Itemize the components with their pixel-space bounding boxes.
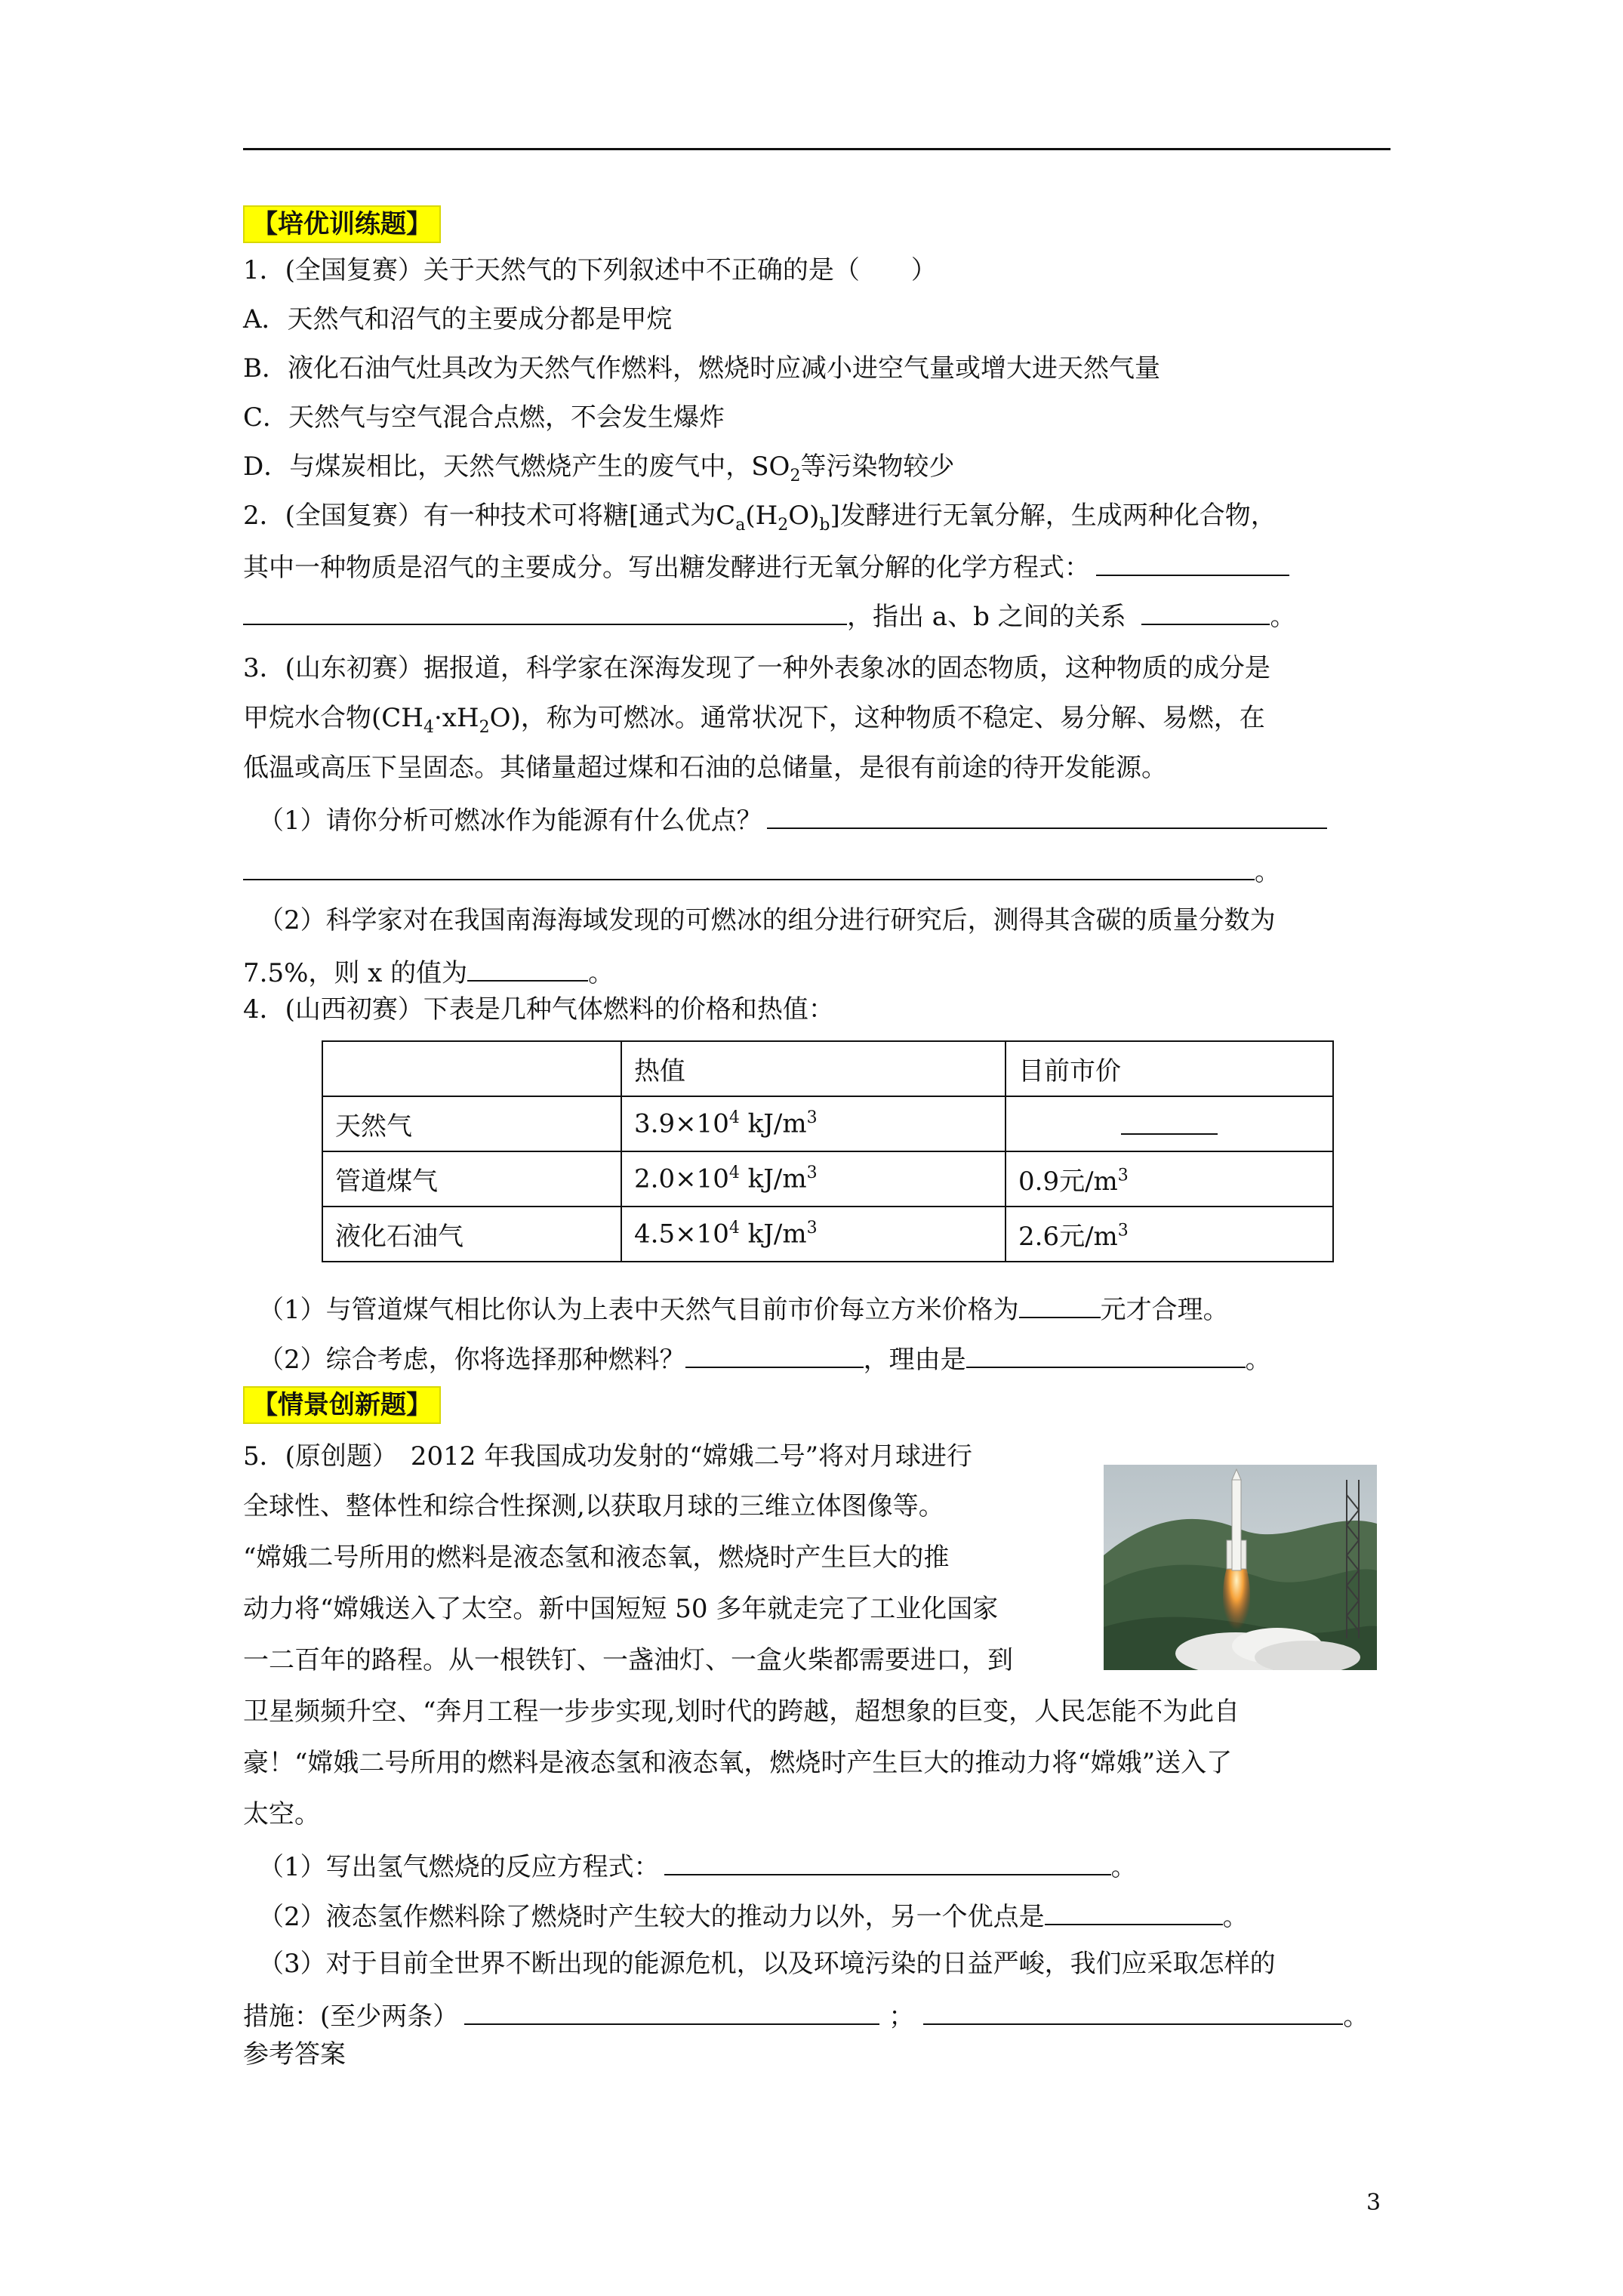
table-row (322, 1151, 1333, 1207)
answer-blank[interactable] (1096, 547, 1289, 576)
q5-line-2: 全球性、整体性和综合性探测,以获取月球的三维立体图像等。 (243, 1491, 944, 1521)
section-heading-training: 【培优训练题】 (243, 205, 441, 243)
fuel-name-cell: 液化石油气 (322, 1207, 621, 1262)
table-header-cell: 目前市价 (1006, 1041, 1333, 1096)
answer-blank[interactable] (966, 1339, 1246, 1368)
answer-blank[interactable] (1141, 596, 1270, 625)
q2-line-3: ，指出 a、b 之间的关系 。 (243, 596, 1295, 634)
answer-blank[interactable] (243, 852, 1255, 880)
q2-line-2: 其中一种物质是沼气的主要成分。写出糖发酵进行无氧分解的化学方程式： (243, 547, 1289, 585)
q3-line-1: 3．(山东初赛）据报道，科学家在深海发现了一种外表象冰的固态物质，这种物质的成分是 (243, 653, 1270, 683)
fuel-name-cell: 管道煤气 (322, 1151, 621, 1207)
q1-option-c: C．天然气与空气混合点燃，不会发生爆炸 (243, 402, 725, 433)
rocket-launch-photo (1104, 1465, 1377, 1670)
q3-part-2-cont: 7.5%，则 x 的值为 。 (243, 953, 614, 991)
q3-line-2: 甲烷水合物$(CH_4\cdot xH_2O)$，称为可燃冰。通常状况下，这种物质不稳定、易分解、易燃，在 (243, 703, 1265, 737)
q5-line-5: 一二百年的路程。从一根铁钉、一盏油灯、一盒火柴都需要进口，到 (243, 1645, 1013, 1675)
answer-blank[interactable] (685, 1339, 864, 1368)
q1-stem: 1．(全国复赛）关于天然气的下列叙述中不正确的是（ ） (243, 255, 937, 285)
answer-key-label: 参考答案 (243, 2039, 346, 2069)
answer-blank[interactable] (1045, 1897, 1223, 1925)
q5-part-2: （2）液态氢作燃料除了燃烧时产生较大的推动力以外，另一个优点是 。 (258, 1897, 1249, 1934)
q5-line-3: “嫦娥二号所用的燃料是液态氢和液态氧，燃烧时产生巨大的推 (243, 1542, 950, 1573)
answer-blank[interactable] (1121, 1106, 1218, 1135)
section-heading-scenario: 【情景创新题】 (243, 1386, 441, 1424)
q5-part-1: （1）写出氢气燃烧的反应方程式： 。 (258, 1847, 1137, 1885)
price-cell (1006, 1096, 1333, 1151)
q5-part-3: （3）对于目前全世界不断出现的能源危机，以及环境污染的日益严峻，我们应采取怎样的 (258, 1949, 1276, 1979)
table-row (322, 1207, 1333, 1262)
answer-blank[interactable] (464, 1996, 879, 2025)
table-header-row (322, 1041, 1333, 1096)
answer-blank[interactable] (664, 1847, 1111, 1875)
q5-line-1: 5．(原创题） 2012 年我国成功发射的“嫦娥二号”将对月球进行 (243, 1441, 972, 1472)
table-row (322, 1096, 1333, 1151)
q3-part-2: （2）科学家对在我国南海海域发现的可燃冰的组分进行研究后，测得其含碳的质量分数为 (258, 905, 1276, 935)
table-header-cell: 热值 (621, 1041, 1006, 1096)
answer-blank[interactable] (767, 800, 1327, 829)
fuel-name-cell: 天然气 (322, 1096, 621, 1151)
q5-part-3-cont: 措施：(至少两条） ； 。 (243, 1996, 1369, 2034)
table-header-cell (322, 1041, 621, 1096)
answer-blank[interactable] (923, 1996, 1343, 2025)
q5-line-8: 太空。 (243, 1799, 320, 1829)
q1-option-b: B．液化石油气灶具改为天然气作燃料，燃烧时应减小进空气量或增大进天然气量 (243, 353, 1160, 384)
answer-blank[interactable] (243, 596, 847, 625)
heat-value-cell: $4.5\times 10^4$ $kJ/m^3$ (621, 1207, 1006, 1262)
header-rule (243, 148, 1390, 150)
heat-value-cell: $2.0\times 10^4$ $kJ/m^3$ (621, 1151, 1006, 1207)
heat-value-cell: $3.9\times 10^4$ $kJ/m^3$ (621, 1096, 1006, 1151)
price-cell: 2.6元$/m^3$ (1006, 1207, 1333, 1262)
q2-line-1: 2．(全国复赛）有一种技术可将糖[通式为$C_a(H_2O)_b$]发酵进行无氧分解，生成两种化合物， (243, 501, 1277, 535)
q1-option-a: A．天然气和沼气的主要成分都是甲烷 (243, 304, 673, 334)
q5-line-6: 卫星频频升空、“奔月工程一步步实现,划时代的跨越，超想象的巨变，人民怎能不为此自 (243, 1697, 1240, 1727)
q4-stem: 4．(山西初赛）下表是几种气体燃料的价格和热值： (243, 994, 834, 1025)
q3-part-1-cont: 。 (243, 852, 1280, 889)
q4-part-1: （1）与管道煤气相比你认为上表中天然气目前市价每立方米价格为 元才合理。 (258, 1290, 1229, 1327)
fuel-table (322, 1040, 1334, 1262)
q3-line-3: 低温或高压下呈固态。其储量超过煤和石油的总储量，是很有前途的待开发能源。 (243, 753, 1167, 783)
answer-blank[interactable] (1019, 1290, 1101, 1318)
page-number: 3 (1366, 2190, 1381, 2216)
q3-part-1: （1）请你分析可燃冰作为能源有什么优点？ (258, 800, 1327, 838)
q5-line-7: 豪！“嫦娥二号所用的燃料是液态氢和液态氧，燃烧时产生巨大的推动力将“嫦娥”送入了 (243, 1748, 1233, 1778)
answer-blank[interactable] (467, 953, 588, 982)
q1-option-d: D．与煤炭相比，天然气燃烧产生的废气中，$SO_2$等污染物较少 (243, 451, 955, 485)
q4-part-2: （2）综合考虑，你将选择那种燃料？ ，理由是 。 (258, 1339, 1271, 1377)
q5-line-4: 动力将“嫦娥送入了太空。新中国短短 50 多年就走完了工业化国家 (243, 1594, 999, 1624)
price-cell: 0.9元$/m^3$ (1006, 1151, 1333, 1207)
